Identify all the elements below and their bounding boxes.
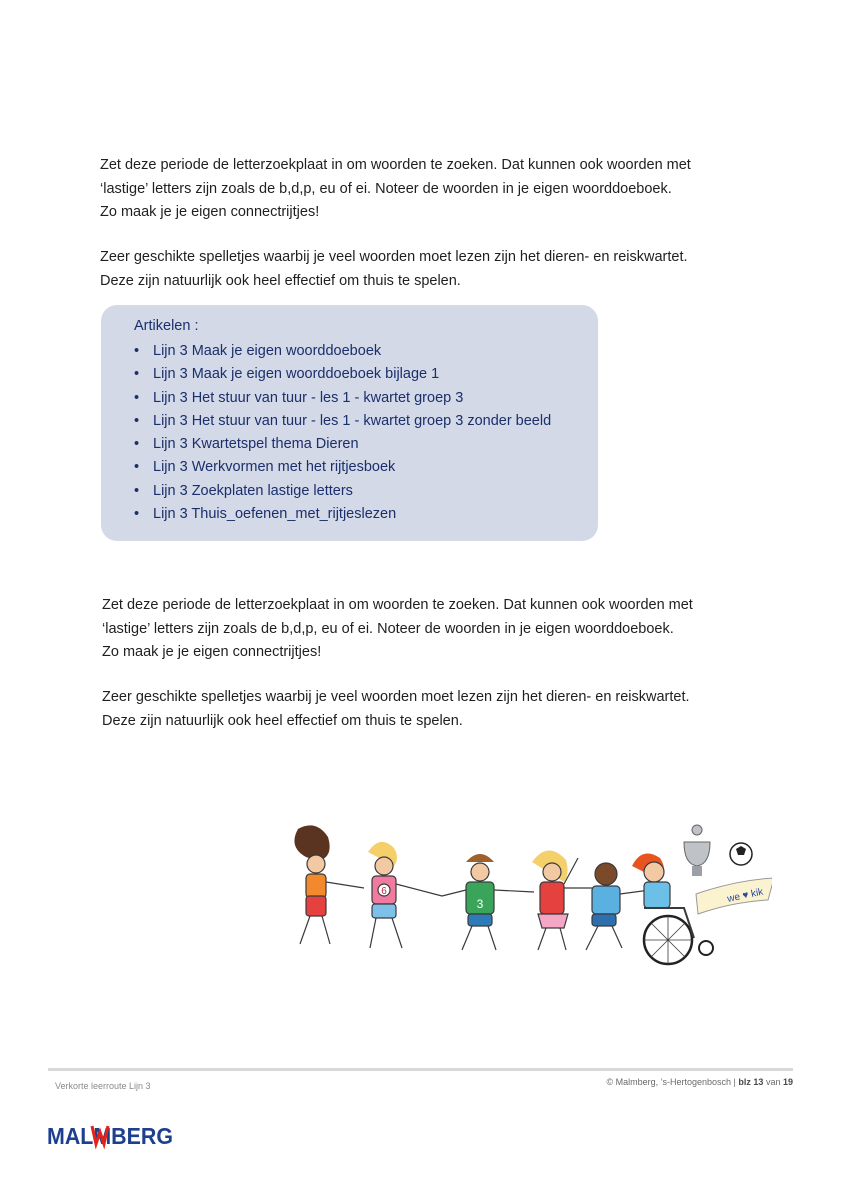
- malmberg-logo: [47, 1120, 177, 1150]
- copyright: © Malmberg, ’s-Hertogenbosch: [606, 1077, 732, 1087]
- article-link[interactable]: [134, 433, 551, 456]
- text-line: Deze zijn natuurlijk ook heel effectief om thuis te spelen.: [102, 712, 463, 729]
- footer-title: Verkorte leerroute Lijn 3: [55, 1081, 151, 1091]
- paragraph-letterzoekplaat-repeat: [102, 594, 693, 665]
- text-line: ‘lastige’ letters zijn zoals de b,d,p, eu of ei. Noteer de woorden in je eigen woorddoeboek.: [102, 620, 674, 637]
- bullet: •: [134, 506, 140, 523]
- football-icon: [730, 843, 752, 865]
- paragraph-kwartet: [100, 246, 688, 293]
- separator: |: [733, 1077, 736, 1087]
- text-line: Zo maak je je eigen connectrijtjes!: [102, 644, 322, 660]
- article-link[interactable]: [134, 387, 551, 410]
- article-link-label: Lijn 3 Kwartetspel thema Dieren: [153, 436, 359, 453]
- footer-divider: [48, 1068, 793, 1071]
- bullet: •: [134, 436, 140, 453]
- text-line: Deze zijn natuurlijk ook heel effectief om thuis te spelen.: [100, 272, 461, 289]
- article-link-label: Lijn 3 Maak je eigen woorddoeboek: [153, 343, 382, 359]
- article-link-label: Lijn 3 Het stuur van tuur - les 1 - kwartet groep 3 zonder beeld: [153, 412, 552, 429]
- text-line: Zeer geschikte spelletjes waarbij je veel woorden moet lezen zijn het dieren- en reiskwartet.: [102, 689, 690, 705]
- articles-list: [134, 340, 551, 526]
- articles-box: [101, 305, 598, 541]
- page-total: 19: [782, 1077, 793, 1087]
- article-link-label: Lijn 3 Het stuur van tuur - les 1 - kwartet groep 3: [153, 389, 464, 406]
- article-link[interactable]: [134, 456, 551, 479]
- paragraph-letterzoekplaat: [100, 154, 691, 225]
- bullet: •: [134, 389, 140, 406]
- article-link-label: Lijn 3 Thuis_oefenen_met_rijtjeslezen: [153, 506, 397, 523]
- page-prefix: blz: [738, 1077, 751, 1087]
- child-figure: [294, 825, 364, 944]
- child-figure: [532, 850, 594, 950]
- article-link[interactable]: [134, 480, 551, 503]
- page-of: van: [765, 1077, 781, 1087]
- text-line: Zeer geschikte spelletjes waarbij je veel woorden moet lezen zijn het dieren- en reiskwartet.: [100, 249, 688, 265]
- article-link-label: Lijn 3 Zoekplaten lastige letters: [153, 482, 353, 499]
- text-line: ‘lastige’ letters zijn zoals de b,d,p, eu of ei. Noteer de woorden in je eigen woorddoeboek.: [100, 180, 672, 197]
- child-figure: [586, 863, 650, 950]
- articles-heading: Artikelen :: [134, 318, 199, 334]
- bullet: •: [134, 482, 140, 499]
- banner-text: we ♥ kik: [726, 886, 765, 905]
- shirt-number: 3: [476, 897, 484, 911]
- text-line: Zo maak je je eigen connectrijtjes!: [100, 204, 320, 220]
- child-figure: [442, 854, 534, 950]
- bullet: •: [134, 412, 140, 429]
- text-line: Zet deze periode de letterzoekplaat in om woorden te zoeken. Dat kunnen ook woorden met: [100, 157, 691, 173]
- article-link[interactable]: [134, 503, 551, 526]
- child-figure: [368, 842, 442, 948]
- bullet: •: [134, 366, 140, 383]
- article-link[interactable]: [134, 410, 551, 433]
- article-link[interactable]: [134, 363, 551, 386]
- bullet: •: [134, 459, 140, 476]
- article-link[interactable]: [134, 340, 551, 363]
- article-link-label: Lijn 3 Maak je eigen woorddoeboek bijlage 1: [153, 366, 440, 383]
- article-link-label: Lijn 3 Werkvormen met het rijtjesboek: [153, 459, 396, 476]
- paragraph-kwartet-repeat: [102, 686, 690, 733]
- shirt-number: 6: [381, 886, 387, 897]
- footer-pagination: [607, 1077, 794, 1087]
- trophy-icon: [684, 825, 710, 876]
- page-current: 13: [753, 1077, 764, 1087]
- bullet: •: [134, 343, 140, 359]
- text-line: Zet deze periode de letterzoekplaat in om woorden te zoeken. Dat kunnen ook woorden met: [102, 597, 693, 613]
- logo-text: MALMBERG: [47, 1123, 173, 1149]
- children-illustration: [276, 822, 772, 972]
